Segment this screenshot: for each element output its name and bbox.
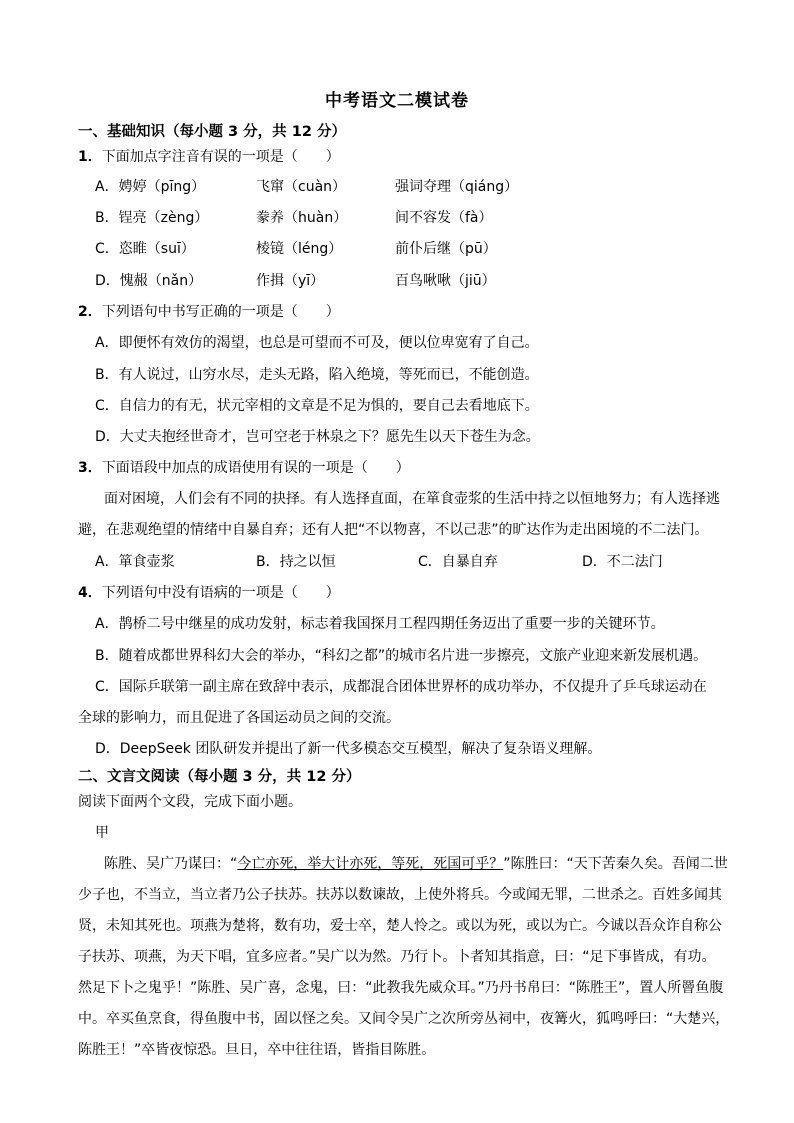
q1-option-a-1: A．娉婷（pīng） [95,179,206,195]
q1-option-c-3: 前仆后继（pū） [395,241,497,257]
page-title: 中考语文二模试卷 [325,91,469,111]
question-3 [78,457,410,477]
question-number: 1． [78,149,102,165]
question-4 [78,582,340,602]
q2-option-d: D．大丈夫抱经世奇才，岂可空老于林泉之下？愿先生以天下苍生为念。 [95,429,540,445]
q3-option-b: B．持之以恒 [256,554,336,570]
q2-option-a: A．即便怀有效仿的渴望，也总是可望而不可及，便以位卑宽宥了自己。 [95,335,539,351]
classical-line-4: 子扶苏、项燕，为天下唱，宜多应者。”吴广以为然。乃行卜。卜者知其指意，曰：“足下事皆成，有功。 [78,949,716,965]
q3-option-d: D．不二法门 [582,554,663,570]
q1-option-c-2: 棱镜（léng） [256,241,343,257]
q3-passage-line-2: 避，在悲观绝望的情绪中自暴自弃；还有人把“不以物喜，不以己悲”的旷达作为走出困境的不二法门。 [78,522,709,538]
classical-line-7: 陈胜王！”卒皆夜惊恐。旦日，卒中往往语，皆指目陈胜。 [78,1042,436,1058]
q3-option-a: A．箪食壶浆 [95,554,175,570]
q4-option-c-line-2: 全球的影响力，而且促进了各国运动员之间的交流。 [78,710,400,726]
reading-instruction: 阅读下面两个文段，完成下面小题。 [78,794,302,810]
question-number: 4． [78,585,102,601]
section-1-heading: 一、基础知识（每小题 3 分，共 12 分） [78,124,346,140]
passage-label-jia: 甲 [95,825,109,841]
q1-option-d-3: 百鸟啾啾（jiū） [395,273,496,289]
q4-option-d: D．DeepSeek 团队研发并提出了新一代多模态交互模型，解决了复杂语义理解。 [95,741,602,757]
q3-passage-line-1: 面对困境，人们会有不同的抉择。有人选择直面，在箪食壶浆的生活中持之以恒地努力；有人选择逃 [104,491,720,507]
q1-option-d-1: D．愧赧（nǎn） [95,273,203,289]
question-1 [78,146,340,166]
classical-line-2: 少子也，不当立，当立者乃公子扶苏。扶苏以数谏故，上使外将兵。今或闻无罪，二世杀之。百姓多闻其 [78,887,722,903]
question-stem: 下列语句中书写正确的一项是（ ） [101,304,340,320]
q2-option-b: B．有人说过，山穷水尽，走头无路，陷入绝境，等死而已，不能创造。 [95,367,539,383]
q1-option-c-1: C．恣睢（suī） [95,241,195,257]
classical-line-6: 中。卒买鱼烹食，得鱼腹中书，固以怪之矣。又间令吴广之次所旁丛祠中，夜篝火，狐鸣呼曰：“大楚兴， [78,1011,730,1027]
question-stem: 下面加点字注音有误的一项是（ ） [101,149,340,165]
classical-text: 陈胜、吴广乃谋曰：“ [104,856,238,872]
classical-line-3: 贤，未知其死也。项燕为楚将，数有功，爱士卒，楚人怜之。或以为死，或以为亡。今诚以吾众诈自称公 [78,918,722,934]
section-2-heading: 二、文言文阅读（每小题 3 分，共 12 分） [78,769,361,785]
question-number: 3． [78,460,102,476]
q2-option-c: C．自信力的有无，状元宰相的文章是不足为惧的，要自己去看地底下。 [95,398,539,414]
underlined-sentence: 今亡亦死，举大计亦死，等死，死国可乎？ [237,856,504,872]
q1-option-b-1: B．锃亮（zèng） [95,210,209,226]
question-stem: 下列语句中没有语病的一项是（ ） [101,585,340,601]
q1-option-a-3: 强词夺理（qiáng） [395,179,519,195]
q3-option-c: C．自暴自弃 [418,554,498,570]
question-stem: 下面语段中加点的成语使用有误的一项是（ ） [101,460,410,476]
question-number: 2． [78,304,102,320]
classical-line-1 [104,853,728,873]
classical-line-5: 然足下卜之鬼乎！”陈胜、吴广喜，念鬼，曰：“此教我先威众耳。”乃丹书帛曰：“陈胜王”，置人所罾鱼腹 [78,980,724,996]
q1-option-b-3: 间不容发（fà） [395,210,493,226]
q1-option-d-2: 作揖（yī） [256,273,325,289]
q4-option-a: A．鹊桥二号中继星的成功发射，标志着我国探月工程四期任务迈出了重要一步的关键环节。 [95,616,665,632]
question-2 [78,301,340,321]
q4-option-b: B．随着成都世界科幻大会的举办，“科幻之都”的城市名片进一步擦亮，文旅产业迎来新发展机遇。 [95,648,708,664]
q1-option-a-2: 飞窜（cuàn） [256,179,347,195]
classical-text: ”陈胜曰：“天下苦秦久矣。吾闻二世 [503,856,728,872]
q4-option-c-line-1: C．国际乒联第一副主席在致辞中表示，成都混合团体世界杯的成功举办，不仅提升了乒乓球运动在 [95,679,707,695]
q1-option-b-2: 豢养（huàn） [256,210,348,226]
